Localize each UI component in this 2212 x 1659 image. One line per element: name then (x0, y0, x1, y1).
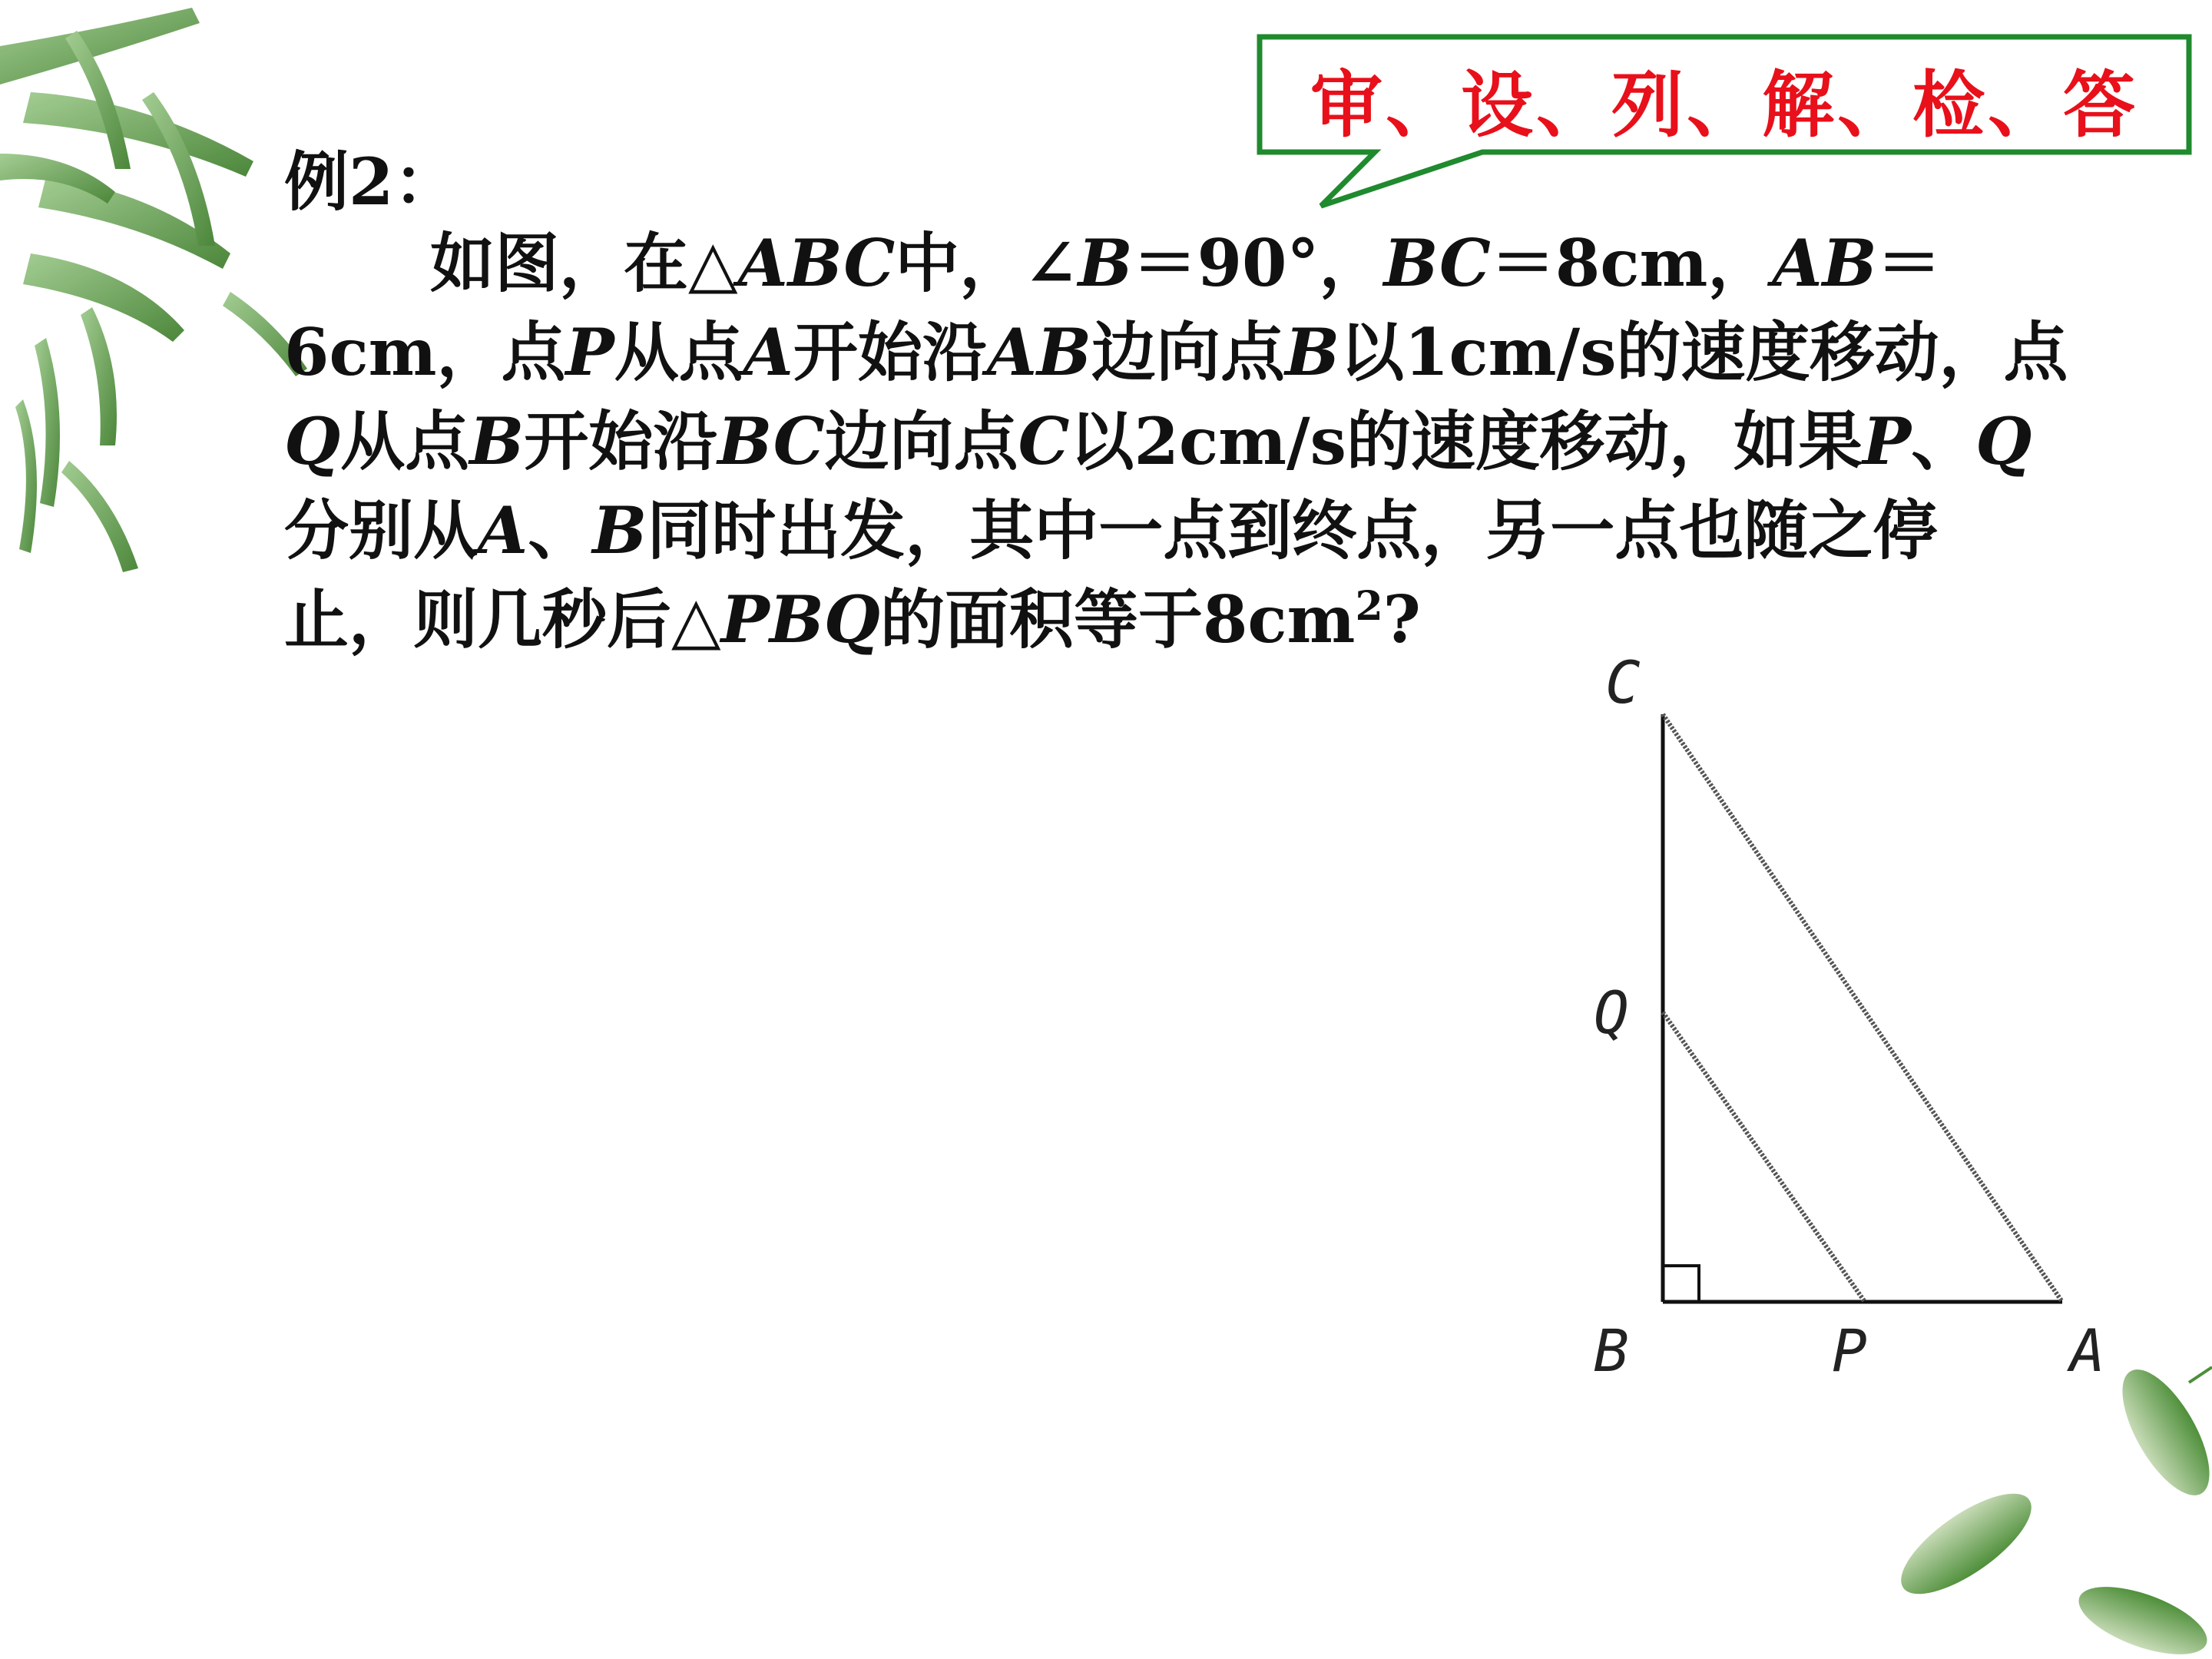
segment-ca (1663, 714, 2062, 1302)
example-label: 例2： (284, 144, 459, 220)
problem-text: 以1cm/s的速度移动，点 (1339, 314, 2068, 390)
callout-text: 审、设、列、解、检、答 (1310, 62, 2138, 147)
problem-text: ＝90°， (1132, 225, 1384, 301)
math-symbol: AB (1772, 225, 1877, 301)
superscript: 2 (1355, 583, 1383, 630)
problem-text: 从点 (340, 403, 470, 479)
math-symbol: Q (1975, 403, 2032, 479)
problem-text: 中，∠ (895, 225, 1078, 301)
math-symbol: PBQ (720, 581, 880, 657)
problem-text: 止，则几秒后△ (284, 581, 721, 657)
problem-text: ＝8cm， (1490, 225, 1773, 301)
problem-text: 分别从 (284, 492, 478, 568)
problem-text: 边向点 (1091, 314, 1286, 390)
math-symbol: ABC (737, 225, 896, 301)
problem-text: 、 (528, 492, 593, 568)
problem-text: 以2cm/s的速度移动，如果 (1069, 403, 1863, 479)
math-symbol: P (1862, 403, 1912, 479)
label-a: A (2070, 1316, 2105, 1385)
math-symbol: A (743, 314, 793, 390)
math-symbol: B (469, 403, 525, 479)
problem-text: 开始沿 (793, 314, 987, 390)
problem-text: 同时出发，其中一点到终点，另一点也随之停 (647, 492, 1938, 568)
math-symbol: AB (986, 314, 1092, 390)
math-symbol: BC (1383, 225, 1491, 301)
math-symbol: BC (717, 403, 825, 479)
problem-text: 的面积等于8cm (879, 581, 1356, 657)
problem-text: 边向点 (824, 403, 1018, 479)
math-symbol: B (1078, 225, 1133, 301)
right-angle-mark (1663, 1266, 1699, 1302)
math-symbol: P (565, 314, 614, 390)
label-b: B (1594, 1316, 1629, 1385)
problem-text: 开始沿 (524, 403, 718, 479)
problem-text: ? (1382, 581, 1421, 657)
problem-text: 从点 (614, 314, 743, 390)
math-symbol: C (1018, 403, 1070, 479)
math-symbol: Q (284, 403, 341, 479)
label-p: P (1832, 1316, 1867, 1385)
segment-qp (1663, 1012, 1865, 1302)
math-symbol: A (478, 492, 528, 568)
label-q: Q (1594, 979, 1629, 1047)
label-c: C (1605, 648, 1641, 717)
problem-text: 、 (1911, 403, 1976, 479)
problem-text: 如图，在△ (430, 225, 738, 301)
math-symbol: B (592, 492, 647, 568)
problem-text: ＝ (1876, 225, 1942, 301)
problem-text: 6cm，点 (284, 314, 566, 390)
math-symbol: B (1285, 314, 1340, 390)
